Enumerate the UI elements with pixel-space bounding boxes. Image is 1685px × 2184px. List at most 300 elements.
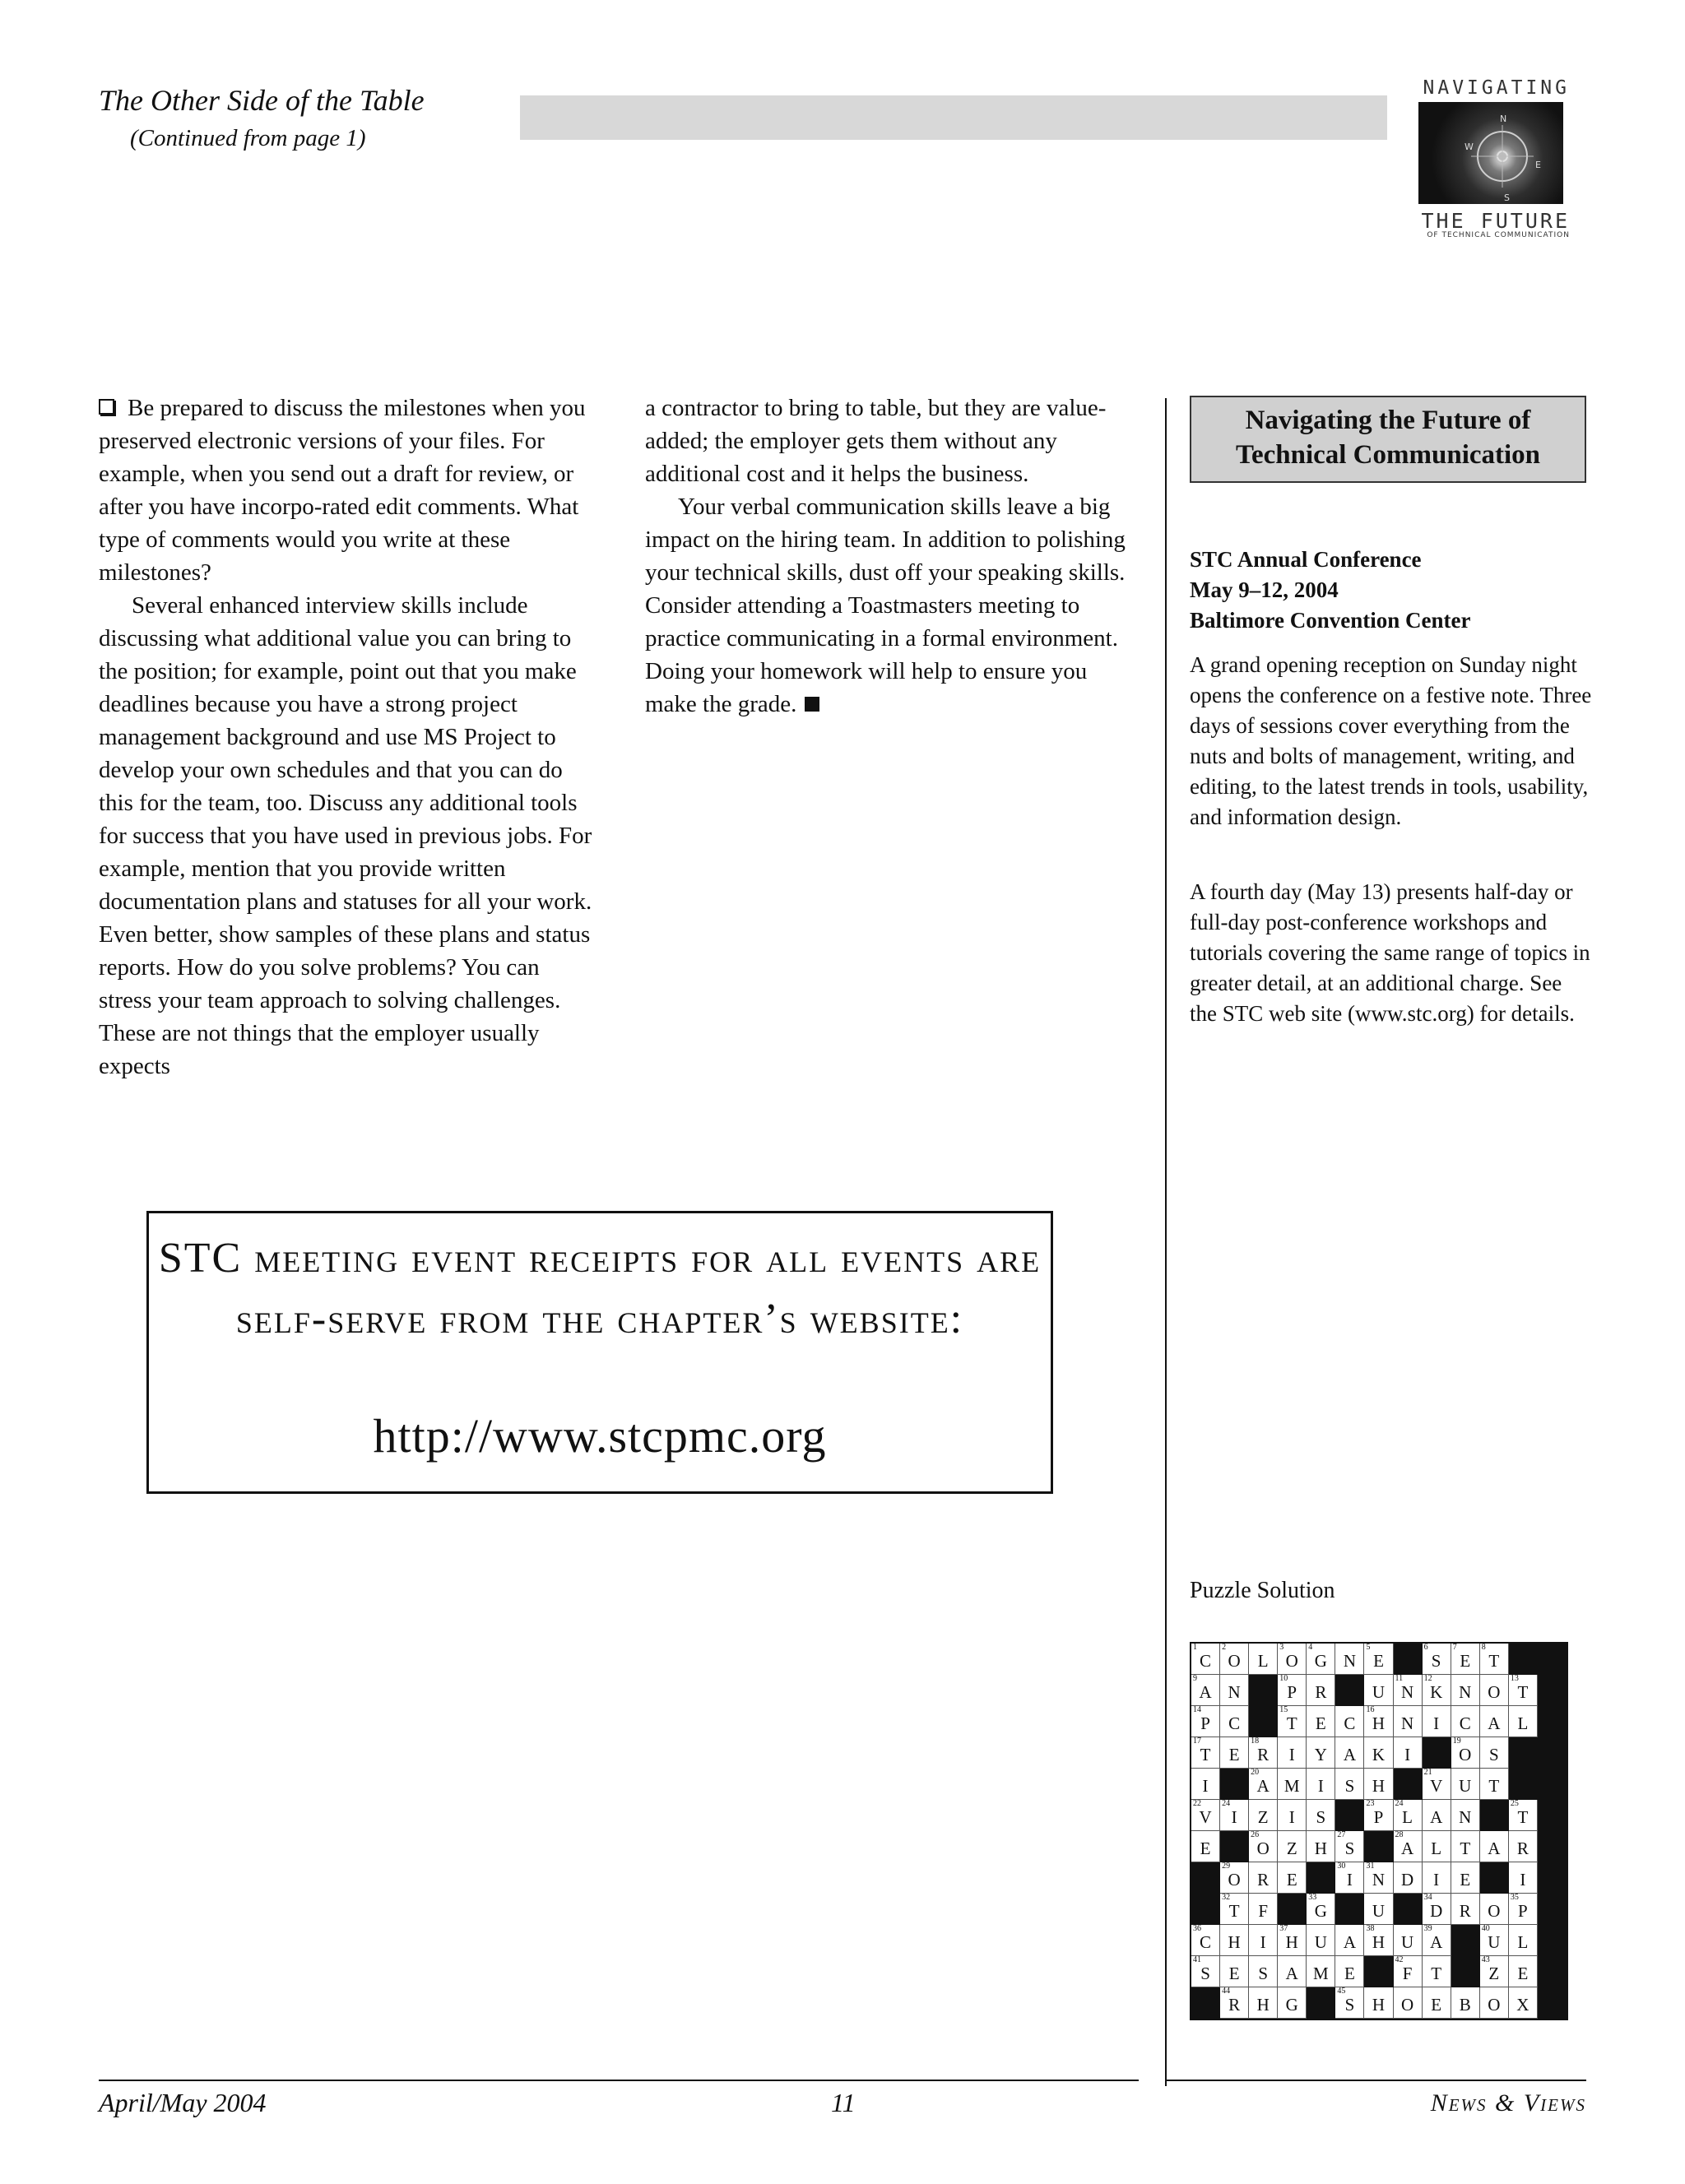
crossword-letter: R — [1257, 1745, 1270, 1764]
clue-number: 16 — [1366, 1705, 1375, 1714]
crossword-cell — [1364, 1644, 1393, 1675]
crossword-letter: N — [1459, 1807, 1472, 1827]
clue-number: 26 — [1251, 1830, 1260, 1839]
crossword-letter: T — [1517, 1807, 1529, 1827]
crossword-letter: L — [1431, 1839, 1442, 1858]
crossword-cell — [1364, 1737, 1393, 1769]
compass-icon — [1418, 102, 1563, 204]
crossword-cell — [1191, 1675, 1220, 1706]
crossword-cell — [1394, 1706, 1423, 1737]
clue-number: 10 — [1279, 1674, 1288, 1683]
crossword-cell — [1480, 1706, 1509, 1737]
crossword-cell — [1278, 1644, 1307, 1675]
crossword-black-cell — [1191, 1894, 1220, 1925]
publication-name: News & Views — [1430, 2089, 1586, 2117]
crossword-letter: U — [1372, 1682, 1386, 1702]
crossword-letter: Z — [1257, 1807, 1269, 1827]
clue-number: 8 — [1481, 1643, 1486, 1652]
crossword-letter: U — [1314, 1932, 1327, 1952]
conference-name: STC Annual Conference — [1190, 547, 1422, 572]
crossword-cell — [1278, 1769, 1307, 1800]
clue-number: 45 — [1337, 1987, 1346, 1996]
crossword-letter: X — [1516, 1995, 1529, 2015]
crossword-letter: A — [1400, 1839, 1414, 1858]
crossword-cell — [1509, 1706, 1538, 1737]
crossword-black-cell — [1307, 1987, 1335, 2019]
crossword-letter: H — [1314, 1839, 1327, 1858]
crossword-cell — [1220, 1800, 1249, 1831]
column-divider — [1165, 398, 1167, 2086]
crossword-cell — [1220, 1706, 1249, 1737]
crossword-cell — [1191, 1925, 1220, 1956]
crossword-letter: C — [1344, 1713, 1356, 1733]
crossword-letter: E — [1373, 1651, 1384, 1671]
clue-number: 14 — [1193, 1705, 1201, 1714]
crossword-letter: E — [1286, 1870, 1297, 1890]
crossword-letter: A — [1256, 1776, 1270, 1796]
crossword-cell — [1394, 1987, 1423, 2019]
crossword-letter: R — [1228, 1995, 1241, 2015]
crossword-cell — [1451, 1675, 1480, 1706]
crossword-letter: I — [1288, 1807, 1295, 1827]
clue-number: 39 — [1423, 1924, 1432, 1933]
crossword-cell — [1307, 1675, 1335, 1706]
crossword-letter: D — [1400, 1870, 1414, 1890]
crossword-letter: F — [1258, 1901, 1269, 1921]
crossword-letter: I — [1288, 1745, 1295, 1764]
clue-number: 31 — [1366, 1862, 1375, 1871]
crossword-letter: S — [1200, 1964, 1210, 1983]
crossword-cell — [1394, 1737, 1423, 1769]
crossword-cell — [1423, 1987, 1451, 2019]
crossword-cell — [1307, 1800, 1335, 1831]
crossword-cell — [1364, 1894, 1393, 1925]
clue-number: 2 — [1222, 1643, 1227, 1652]
crossword-cell — [1451, 1894, 1480, 1925]
crossword-cell — [1335, 1956, 1364, 1987]
crossword-letter: P — [1518, 1901, 1528, 1921]
clue-number: 27 — [1337, 1830, 1346, 1839]
crossword-black-cell — [1364, 1956, 1393, 1987]
header-bar — [520, 95, 1387, 140]
crossword-black-cell — [1278, 1894, 1307, 1925]
crossword-letter: U — [1488, 1932, 1501, 1952]
clue-number: 13 — [1510, 1674, 1519, 1683]
crossword-letter: A — [1430, 1932, 1443, 1952]
crossword-letter: I — [1346, 1870, 1353, 1890]
crossword-letter: U — [1400, 1932, 1414, 1952]
clue-number: 6 — [1423, 1643, 1428, 1652]
crossword-letter: K — [1372, 1745, 1386, 1764]
crossword-cell — [1394, 1800, 1423, 1831]
crossword-cell — [1451, 1987, 1480, 2019]
crossword-letter: O — [1228, 1870, 1241, 1890]
crossword-black-cell — [1538, 1831, 1567, 1862]
crossword-cell — [1220, 1894, 1249, 1925]
crossword-cell — [1451, 1706, 1480, 1737]
logo-top-text: NAVIGATING — [1423, 77, 1570, 99]
crossword-cell — [1191, 1769, 1220, 1800]
crossword-cell — [1423, 1769, 1451, 1800]
crossword-cell — [1335, 1644, 1364, 1675]
clue-number: 35 — [1510, 1893, 1519, 1902]
crossword-black-cell — [1538, 1769, 1567, 1800]
compass-image — [1418, 102, 1563, 204]
compass-s: S — [1504, 192, 1510, 203]
crossword-cell — [1278, 1800, 1307, 1831]
crossword-cell — [1307, 1925, 1335, 1956]
crossword-cell — [1509, 1925, 1538, 1956]
crossword-cell — [1480, 1769, 1509, 1800]
crossword-letter: I — [1260, 1932, 1266, 1952]
crossword-cell — [1364, 1706, 1393, 1737]
crossword-letter: A — [1343, 1745, 1356, 1764]
crossword-letter: N — [1228, 1682, 1241, 1702]
crossword-cell — [1249, 1956, 1278, 1987]
crossword-letter: T — [1488, 1776, 1500, 1796]
crossword-cell — [1451, 1800, 1480, 1831]
crossword-cell — [1307, 1706, 1335, 1737]
crossword-letter: O — [1285, 1651, 1298, 1671]
crossword-grid — [1190, 1642, 1568, 2020]
checkbox-bullet-icon — [99, 399, 114, 415]
crossword-letter: E — [1460, 1651, 1471, 1671]
crossword-black-cell — [1220, 1769, 1249, 1800]
conference-venue: Baltimore Convention Center — [1190, 608, 1471, 633]
crossword-cell — [1509, 1894, 1538, 1925]
crossword-cell — [1278, 1706, 1307, 1737]
crossword-black-cell — [1394, 1644, 1423, 1675]
crossword-letter: C — [1228, 1713, 1241, 1733]
clue-number: 9 — [1193, 1674, 1197, 1683]
crossword-letter: T — [1517, 1682, 1529, 1702]
clue-number: 12 — [1423, 1674, 1432, 1683]
crossword-cell — [1394, 1675, 1423, 1706]
crossword-cell — [1335, 1925, 1364, 1956]
crossword-letter: O — [1400, 1995, 1414, 2015]
crossword-black-cell — [1220, 1831, 1249, 1862]
navigating-the-future-logo — [1409, 79, 1570, 243]
crossword-cell — [1423, 1925, 1451, 1956]
crossword-cell — [1509, 1956, 1538, 1987]
crossword-cell — [1249, 1862, 1278, 1894]
crossword-cell — [1335, 1862, 1364, 1894]
crossword-letter: I — [1404, 1745, 1411, 1764]
crossword-letter: S — [1316, 1807, 1326, 1827]
article-title: The Other Side of the Table — [99, 84, 425, 117]
crossword-cell — [1394, 1956, 1423, 1987]
crossword-black-cell — [1451, 1956, 1480, 1987]
crossword-letter: L — [1517, 1932, 1529, 1952]
crossword-cell — [1480, 1644, 1509, 1675]
compass-w: W — [1465, 141, 1474, 152]
crossword-black-cell — [1191, 1987, 1220, 2019]
notice-text: STC meeting event receipts for all events are self-serve from the chapter’s website: — [158, 1235, 1042, 1342]
crossword-cell — [1278, 1862, 1307, 1894]
crossword-cell — [1220, 1925, 1249, 1956]
crossword-letter: S — [1258, 1964, 1269, 1983]
clue-number: 38 — [1366, 1924, 1375, 1933]
crossword-letter: A — [1199, 1682, 1212, 1702]
crossword-letter: S — [1488, 1745, 1499, 1764]
crossword-letter: Z — [1286, 1839, 1297, 1858]
crossword-cell — [1480, 1894, 1509, 1925]
crossword-black-cell — [1394, 1894, 1423, 1925]
clue-number: 21 — [1423, 1768, 1432, 1777]
crossword-letter: H — [1372, 1776, 1386, 1796]
crossword-cell — [1480, 1925, 1509, 1956]
clue-number: 24 — [1222, 1799, 1231, 1808]
article-paragraph — [99, 392, 594, 589]
logo-bottom-text: THE FUTURE — [1421, 209, 1570, 233]
footer-date: April/May 2004 — [99, 2088, 267, 2117]
crossword-letter: N — [1343, 1651, 1356, 1671]
crossword-letter: I — [1520, 1870, 1526, 1890]
crossword-cell — [1220, 1956, 1249, 1987]
crossword-cell — [1451, 1737, 1480, 1769]
logo-sub-text: OF TECHNICAL COMMUNICATION — [1427, 231, 1570, 239]
crossword-black-cell — [1423, 1737, 1451, 1769]
clue-number: 11 — [1395, 1674, 1404, 1683]
crossword-letter: N — [1400, 1682, 1414, 1702]
crossword-cell — [1335, 1737, 1364, 1769]
crossword-letter: S — [1344, 1776, 1355, 1796]
article-text: Your verbal communication skills leave a big impact on the hiring team. In addition to polishing your technical skills, dust off your speaking skills. Consider attending a Toastmasters meeting to practice communicating in a formal environment. Doing your homework will help to ensure you make the grade. — [645, 494, 1126, 717]
crossword-cell — [1451, 1644, 1480, 1675]
crossword-cell — [1423, 1894, 1451, 1925]
crossword-cell — [1278, 1737, 1307, 1769]
clue-number: 43 — [1481, 1955, 1490, 1964]
compass-e: E — [1535, 160, 1541, 170]
crossword-letter: I — [1231, 1807, 1237, 1827]
crossword-cell — [1191, 1737, 1220, 1769]
crossword-cell — [1335, 1831, 1364, 1862]
crossword-letter: M — [1283, 1776, 1300, 1796]
crossword-letter: I — [1317, 1776, 1324, 1796]
crossword-letter: H — [1372, 1713, 1386, 1733]
crossword-letter: E — [1200, 1839, 1211, 1858]
crossword-cell — [1191, 1831, 1220, 1862]
crossword-cell — [1480, 1831, 1509, 1862]
crossword-letter: K — [1430, 1682, 1443, 1702]
crossword-letter: E — [1344, 1964, 1355, 1983]
crossword-cell — [1191, 1800, 1220, 1831]
clue-number: 33 — [1308, 1893, 1317, 1902]
crossword-black-cell — [1538, 1925, 1567, 1956]
footer-rule — [99, 2080, 1139, 2081]
clue-number: 5 — [1366, 1643, 1371, 1652]
clue-number: 4 — [1308, 1643, 1313, 1652]
article-paragraph: Several enhanced interview skills include discussing what additional value you can bring to the position; for example, point out that you make deadlines because you have a strong project management background and use MS Project to develop your own schedules and that you can do this for the team, too. Discuss any additional tools for success that you have used in previous jobs. For example, mention that you provide written documentation plans and statuses for all your work. Even better, show samples of these plans and status reports. How do you solve problems? You can stress your team approach to solving challenges. These are not things that the employer usually expects — [99, 592, 592, 1079]
event-receipts-notice — [146, 1211, 1053, 1494]
page-number: 11 — [831, 2088, 856, 2117]
crossword-black-cell — [1509, 1769, 1538, 1800]
crossword-letter: T — [1488, 1651, 1500, 1671]
crossword-letter: G — [1314, 1901, 1327, 1921]
crossword-cell — [1220, 1644, 1249, 1675]
crossword-letter: Z — [1488, 1964, 1500, 1983]
clue-number: 15 — [1279, 1705, 1288, 1714]
end-of-article-icon — [805, 697, 819, 712]
crossword-letter: D — [1430, 1901, 1443, 1921]
crossword-letter: S — [1344, 1995, 1355, 2015]
crossword-black-cell — [1335, 1675, 1364, 1706]
crossword-cell — [1335, 1706, 1364, 1737]
crossword-cell — [1335, 1987, 1364, 2019]
crossword-cell — [1278, 1675, 1307, 1706]
crossword-black-cell — [1538, 1644, 1567, 1675]
crossword-cell — [1278, 1831, 1307, 1862]
clue-number: 36 — [1193, 1924, 1201, 1933]
crossword-cell — [1364, 1987, 1393, 2019]
crossword-cell — [1249, 1800, 1278, 1831]
crossword-cell — [1423, 1675, 1451, 1706]
crossword-cell — [1249, 1737, 1278, 1769]
crossword-letter: P — [1287, 1682, 1297, 1702]
crossword-letter: O — [1488, 1682, 1501, 1702]
crossword-letter: P — [1200, 1713, 1210, 1733]
crossword-cell — [1423, 1862, 1451, 1894]
crossword-black-cell — [1451, 1925, 1480, 1956]
crossword-cell — [1480, 1675, 1509, 1706]
crossword-letter: P — [1373, 1807, 1384, 1827]
clue-number: 24 — [1395, 1799, 1404, 1808]
clue-number: 7 — [1452, 1643, 1457, 1652]
crossword-cell — [1220, 1862, 1249, 1894]
article-paragraph — [645, 490, 1140, 721]
crossword-cell — [1423, 1800, 1451, 1831]
crossword-letter: A — [1488, 1839, 1501, 1858]
crossword-letter: E — [1228, 1745, 1240, 1764]
article-column-2 — [645, 392, 1140, 721]
crossword-letter: C — [1200, 1932, 1212, 1952]
crossword-letter: C — [1200, 1651, 1212, 1671]
crossword-cell — [1394, 1831, 1423, 1862]
crossword-letter: Y — [1314, 1745, 1327, 1764]
crossword-letter: E — [1517, 1964, 1529, 1983]
crossword-black-cell — [1538, 1862, 1567, 1894]
crossword-letter: A — [1343, 1932, 1356, 1952]
clue-number: 19 — [1452, 1737, 1461, 1746]
clue-number: 22 — [1193, 1799, 1201, 1808]
crossword-letter: M — [1312, 1964, 1329, 1983]
clue-number: 1 — [1193, 1643, 1197, 1652]
crossword-cell — [1249, 1644, 1278, 1675]
crossword-cell — [1364, 1675, 1393, 1706]
crossword-letter: O — [1459, 1745, 1472, 1764]
crossword-letter: L — [1257, 1651, 1269, 1671]
clue-number: 29 — [1222, 1862, 1231, 1871]
crossword-black-cell — [1191, 1862, 1220, 1894]
crossword-letter: V — [1430, 1776, 1443, 1796]
crossword-cell — [1307, 1737, 1335, 1769]
chapter-website-link[interactable]: http://www.stcpmc.org — [373, 1409, 827, 1463]
crossword-black-cell — [1364, 1831, 1393, 1862]
crossword-black-cell — [1509, 1737, 1538, 1769]
clue-number: 18 — [1251, 1737, 1260, 1746]
crossword-black-cell — [1307, 1862, 1335, 1894]
crossword-letter: T — [1460, 1839, 1471, 1858]
crossword-black-cell — [1394, 1769, 1423, 1800]
crossword-cell — [1335, 1769, 1364, 1800]
continued-note: (Continued from page 1) — [130, 125, 366, 151]
crossword-cell — [1423, 1706, 1451, 1737]
crossword-letter: G — [1285, 1995, 1298, 2015]
crossword-letter: A — [1488, 1713, 1501, 1733]
crossword-cell — [1423, 1644, 1451, 1675]
crossword-letter: U — [1372, 1901, 1386, 1921]
crossword-letter: R — [1459, 1901, 1471, 1921]
crossword-black-cell — [1335, 1894, 1364, 1925]
crossword-cell — [1509, 1987, 1538, 2019]
crossword-black-cell — [1538, 1987, 1567, 2019]
crossword-letter: N — [1459, 1682, 1472, 1702]
crossword-cell — [1480, 1987, 1509, 2019]
article-column-1 — [99, 392, 594, 1083]
crossword-cell — [1394, 1925, 1423, 1956]
compass-n: N — [1500, 114, 1507, 124]
crossword-cell — [1480, 1956, 1509, 1987]
crossword-cell — [1307, 1894, 1335, 1925]
clue-number: 37 — [1279, 1924, 1288, 1933]
crossword-letter: H — [1256, 1995, 1270, 2015]
crossword-letter: F — [1402, 1964, 1413, 1983]
crossword-letter: I — [1433, 1870, 1440, 1890]
crossword-letter: O — [1488, 1995, 1501, 2015]
clue-number: 20 — [1251, 1768, 1260, 1777]
crossword-letter: T — [1431, 1964, 1442, 1983]
clue-number: 17 — [1193, 1737, 1201, 1746]
conference-dates: May 9–12, 2004 — [1190, 577, 1339, 602]
crossword-cell — [1364, 1769, 1393, 1800]
crossword-cell — [1249, 1987, 1278, 2019]
crossword-letter: S — [1431, 1651, 1441, 1671]
crossword-letter: L — [1517, 1713, 1529, 1733]
crossword-black-cell — [1249, 1675, 1278, 1706]
crossword-letter: H — [1228, 1932, 1241, 1952]
crossword-letter: E — [1315, 1713, 1326, 1733]
crossword-cell — [1394, 1862, 1423, 1894]
crossword-letter: E — [1460, 1870, 1471, 1890]
crossword-cell — [1451, 1769, 1480, 1800]
crossword-cell — [1191, 1644, 1220, 1675]
sidebar-paragraph-1: A grand opening reception on Sunday night opens the conference on a festive note. Three days of sessions cover everything from the nuts and bolts of management, writing, and editing, to the latest trends in tools, usability, and information design. — [1190, 652, 1592, 829]
clue-number: 28 — [1395, 1830, 1404, 1839]
crossword-black-cell — [1538, 1706, 1567, 1737]
crossword-cell — [1480, 1737, 1509, 1769]
crossword-black-cell — [1480, 1800, 1509, 1831]
crossword-cell — [1191, 1706, 1220, 1737]
clue-number: 40 — [1481, 1924, 1490, 1933]
crossword-cell — [1249, 1894, 1278, 1925]
crossword-cell — [1191, 1956, 1220, 1987]
crossword-cell — [1509, 1862, 1538, 1894]
crossword-letter: S — [1344, 1839, 1355, 1858]
crossword-cell — [1278, 1987, 1307, 2019]
sidebar-title-box: Navigating the Future of Technical Communication — [1190, 396, 1586, 483]
crossword-letter: B — [1459, 1995, 1471, 2015]
crossword-letter: H — [1285, 1932, 1298, 1952]
crossword-cell — [1307, 1644, 1335, 1675]
clue-number: 41 — [1193, 1955, 1201, 1964]
article-text: Be prepared to discuss the milestones when you preserved electronic versions of your files. For example, when you send out a draft for review, or after you have incorpo-rated edit comments. What type of comments would you write at these milestones? — [99, 395, 586, 586]
crossword-letter: G — [1314, 1651, 1327, 1671]
crossword-cell — [1249, 1769, 1278, 1800]
clue-number: 32 — [1222, 1893, 1231, 1902]
crossword-black-cell — [1509, 1644, 1538, 1675]
footer-rule — [1165, 2080, 1586, 2081]
crossword-letter: O — [1256, 1839, 1270, 1858]
